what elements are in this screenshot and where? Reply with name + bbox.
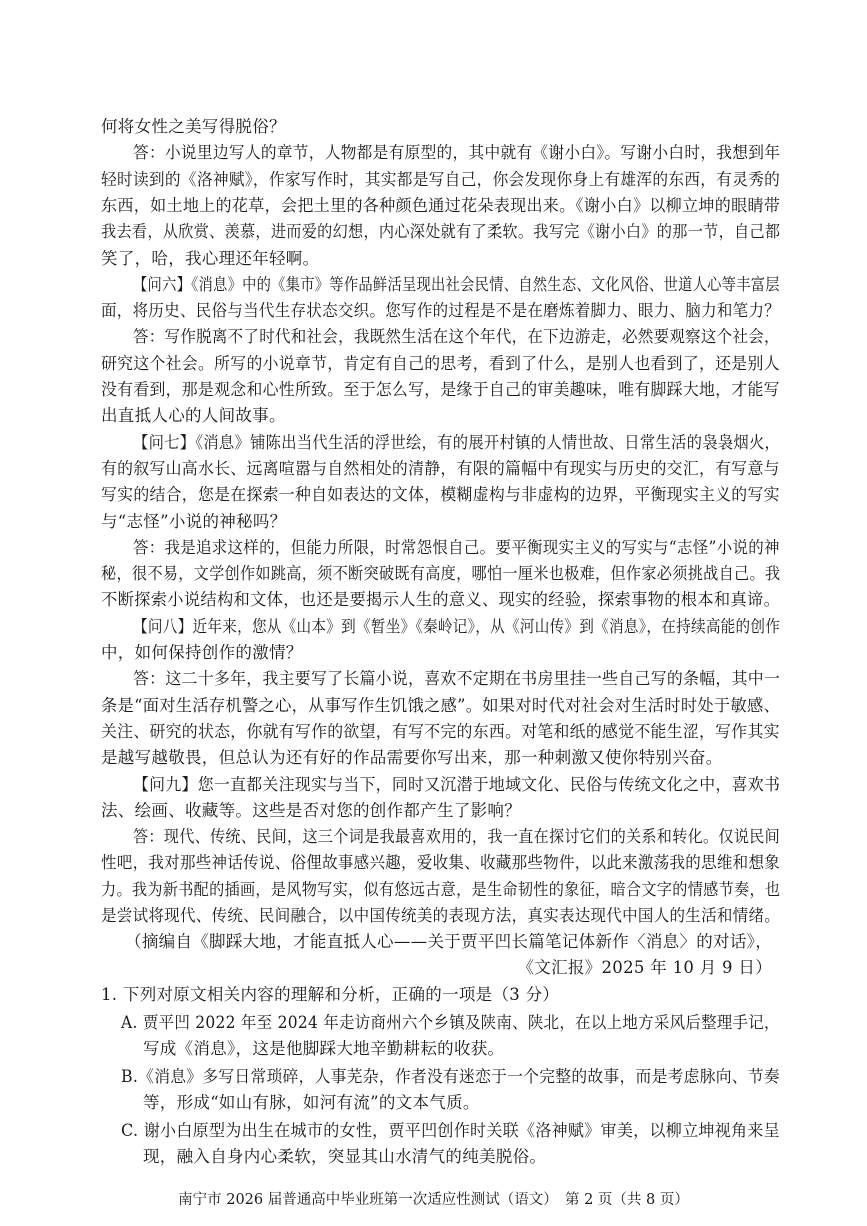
citation-line-1: （摘编自《脚踩大地，才能直抵人心——关于贾平凹长篇笔记体新作〈消息〉的对话》， — [125, 932, 772, 951]
text-line: 是越写越敬畏，但总认为还有好的作品需要你写出来，那一种刺激又使你特别兴奋。 — [101, 748, 723, 768]
text-line: 【问八】近年来，您从《山本》到《暂坐》《秦岭记》，从《河山传》到《消息》，在持续高能的创作 — [133, 616, 781, 636]
text-line: 笑了，哈，我心理还年轻啊。 — [101, 248, 320, 268]
page-footer: 南宁市 2026 届普通高中毕业班第一次适应性测试（语文） 第 2 页（共 8 页） — [178, 1192, 689, 1208]
text-line: 有的叙写山高水长、远离喧嚣与自然相处的清静，有限的篇幅中有现实与历史的交汇，有写意与 — [101, 458, 780, 478]
text-line: 没有看到，那是观念和心性所致。至于怎么写，是缘于自己的审美趣味，唯有脚踩大地，才能写 — [101, 380, 780, 399]
option-c-line-2: 现，融入自身内心柔软，突显其山水清气的纯美脱俗。 — [143, 1147, 547, 1166]
text-line: 面，将历史、民俗与当代生存状态交织。您写作的过程是不是在磨炼着脚力、眼力、脑力和笔力？ — [101, 301, 781, 321]
text-line: 性吧，我对那些神话传说、俗俚故事感兴趣，爱收集、收藏那些物件，以此来激荡我的思维和想象 — [101, 853, 781, 873]
text-line: 秘，很不易，文学创作如跳高，须不断突破既有高度，哪怕一厘米也极难，但作家必须挑战自己。我 — [101, 564, 781, 584]
text-line: 轻时读到的《洛神赋》，作家写作时，其实都是写自己，你会发现你身上有雄浑的东西，有灵秀的 — [101, 169, 781, 189]
option-a-line-2: 写成《消息》，这是他脚踩大地辛勤耕耘的收获。 — [143, 1039, 505, 1058]
citation-line-2: 《文汇报》2025 年 10 月 9 日） — [517, 958, 772, 977]
text-line: 【问九】您一直都关注现实与当下，同时又沉潜于地域文化、民俗与传统文化之中，喜欢书 — [133, 774, 781, 794]
text-line: 答：小说里边写人的章节，人物都是有原型的，其中就有《谢小白》。写谢小白时，我想到年 — [133, 143, 781, 163]
text-line: 研究这个社会。所写的小说章节，肯定有自己的思考，看到了什么，是别人也看到了，还是别人 — [101, 353, 780, 373]
text-line: 【问六】《消息》中的《集市》等作品鲜活呈现出社会民情、自然生态、文化风俗、世道人心等丰富层 — [133, 274, 780, 294]
text-line: 法、绘画、收藏等。这些是否对您的创作都产生了影响？ — [101, 800, 521, 820]
option-b-line-1: B.《消息》多写日常琐碎，人事芜杂，作者没有迷恋于一个完整的故事，而是考虑脉向、节奏 — [121, 1067, 780, 1086]
text-line: 出直抵人心的人间故事。 — [101, 406, 286, 426]
text-line: 中，如何保持创作的激情？ — [101, 643, 303, 662]
option-c-line-1: C. 谢小白原型为出生在城市的女性，贾平凹创作时关联《洛神赋》审美，以柳立坤视角来呈 — [121, 1121, 780, 1140]
text-line: 我去看，从欣赏、羡慕，进而爱的幻想，内心深处就有了柔软。我写完《谢小白》的那一节，自己都 — [101, 222, 781, 242]
text-line: 不断探索小说结构和文体，也还是要揭示人生的意义、现实的经验，探索事物的根本和真谛。 — [101, 590, 781, 610]
text-line: 答：现代、传统、民间，这三个词是我最喜欢用的，我一直在探讨它们的关系和转化。仅说民间 — [133, 827, 781, 847]
option-b-line-2: 等，形成“如山有脉，如河有流”的文本气质。 — [143, 1093, 480, 1112]
text-line: 【问七】《消息》铺陈出当代生活的浮世绘，有的展开村镇的人情世故、日常生活的袅袅烟火， — [133, 432, 781, 452]
text-line: 写实的结合，您是在探索一种自如表达的文体，模糊虚构与非虚构的边界，平衡现实主义的写实 — [101, 485, 780, 505]
text-line: 与“志怪”小说的神秘吗？ — [101, 511, 287, 531]
text-line: 答：这二十多年，我主要写了长篇小说，喜欢不定期在书房里挂一些自己写的条幅，其中一 — [133, 669, 781, 689]
text-line: 何将女性之美写得脱俗？ — [101, 117, 286, 136]
text-line: 东西，如土地上的花草，会把土里的各种颜色通过花朵表现出来。《谢小白》以柳立坤的眼睛带 — [101, 195, 781, 215]
text-line: 力。我为新书配的插画，是风物写实，似有悠远古意，是生命韧性的象征，暗合文字的情感节奏，也 — [101, 879, 781, 899]
option-a-line-1: A. 贾平凹 2022 年至 2024 年走访商州六个乡镇及陕南、陕北，在以上地方采风后整理手记， — [121, 1013, 780, 1032]
text-line: 答：我是追求这样的，但能力所限，时常怨恨自己。要平衡现实主义的写实与“志怪”小说的神 — [133, 537, 780, 557]
text-line: 关注、研究的状态，你就有写作的欲望，有写不完的东西。对笔和纸的感觉不能生涩，写作其实 — [101, 721, 780, 741]
text-line: 条是“面对生活存机警之心，从事写作生饥饿之感”。如果对时代对社会对生活时时处于敏感、 — [101, 695, 781, 715]
text-line: 是尝试将现代、传统、民间融合，以中国传统美的表现方法，真实表达现代中国人的生活和情绪。 — [101, 906, 781, 925]
question-stem: 1. 下列对原文相关内容的理解和分析，正确的一项是（3 分） — [101, 985, 560, 1004]
text-line: 答：写作脱离不了时代和社会，我既然生活在这个年代，在下边游走，必然要观察这个社会， — [133, 327, 780, 347]
